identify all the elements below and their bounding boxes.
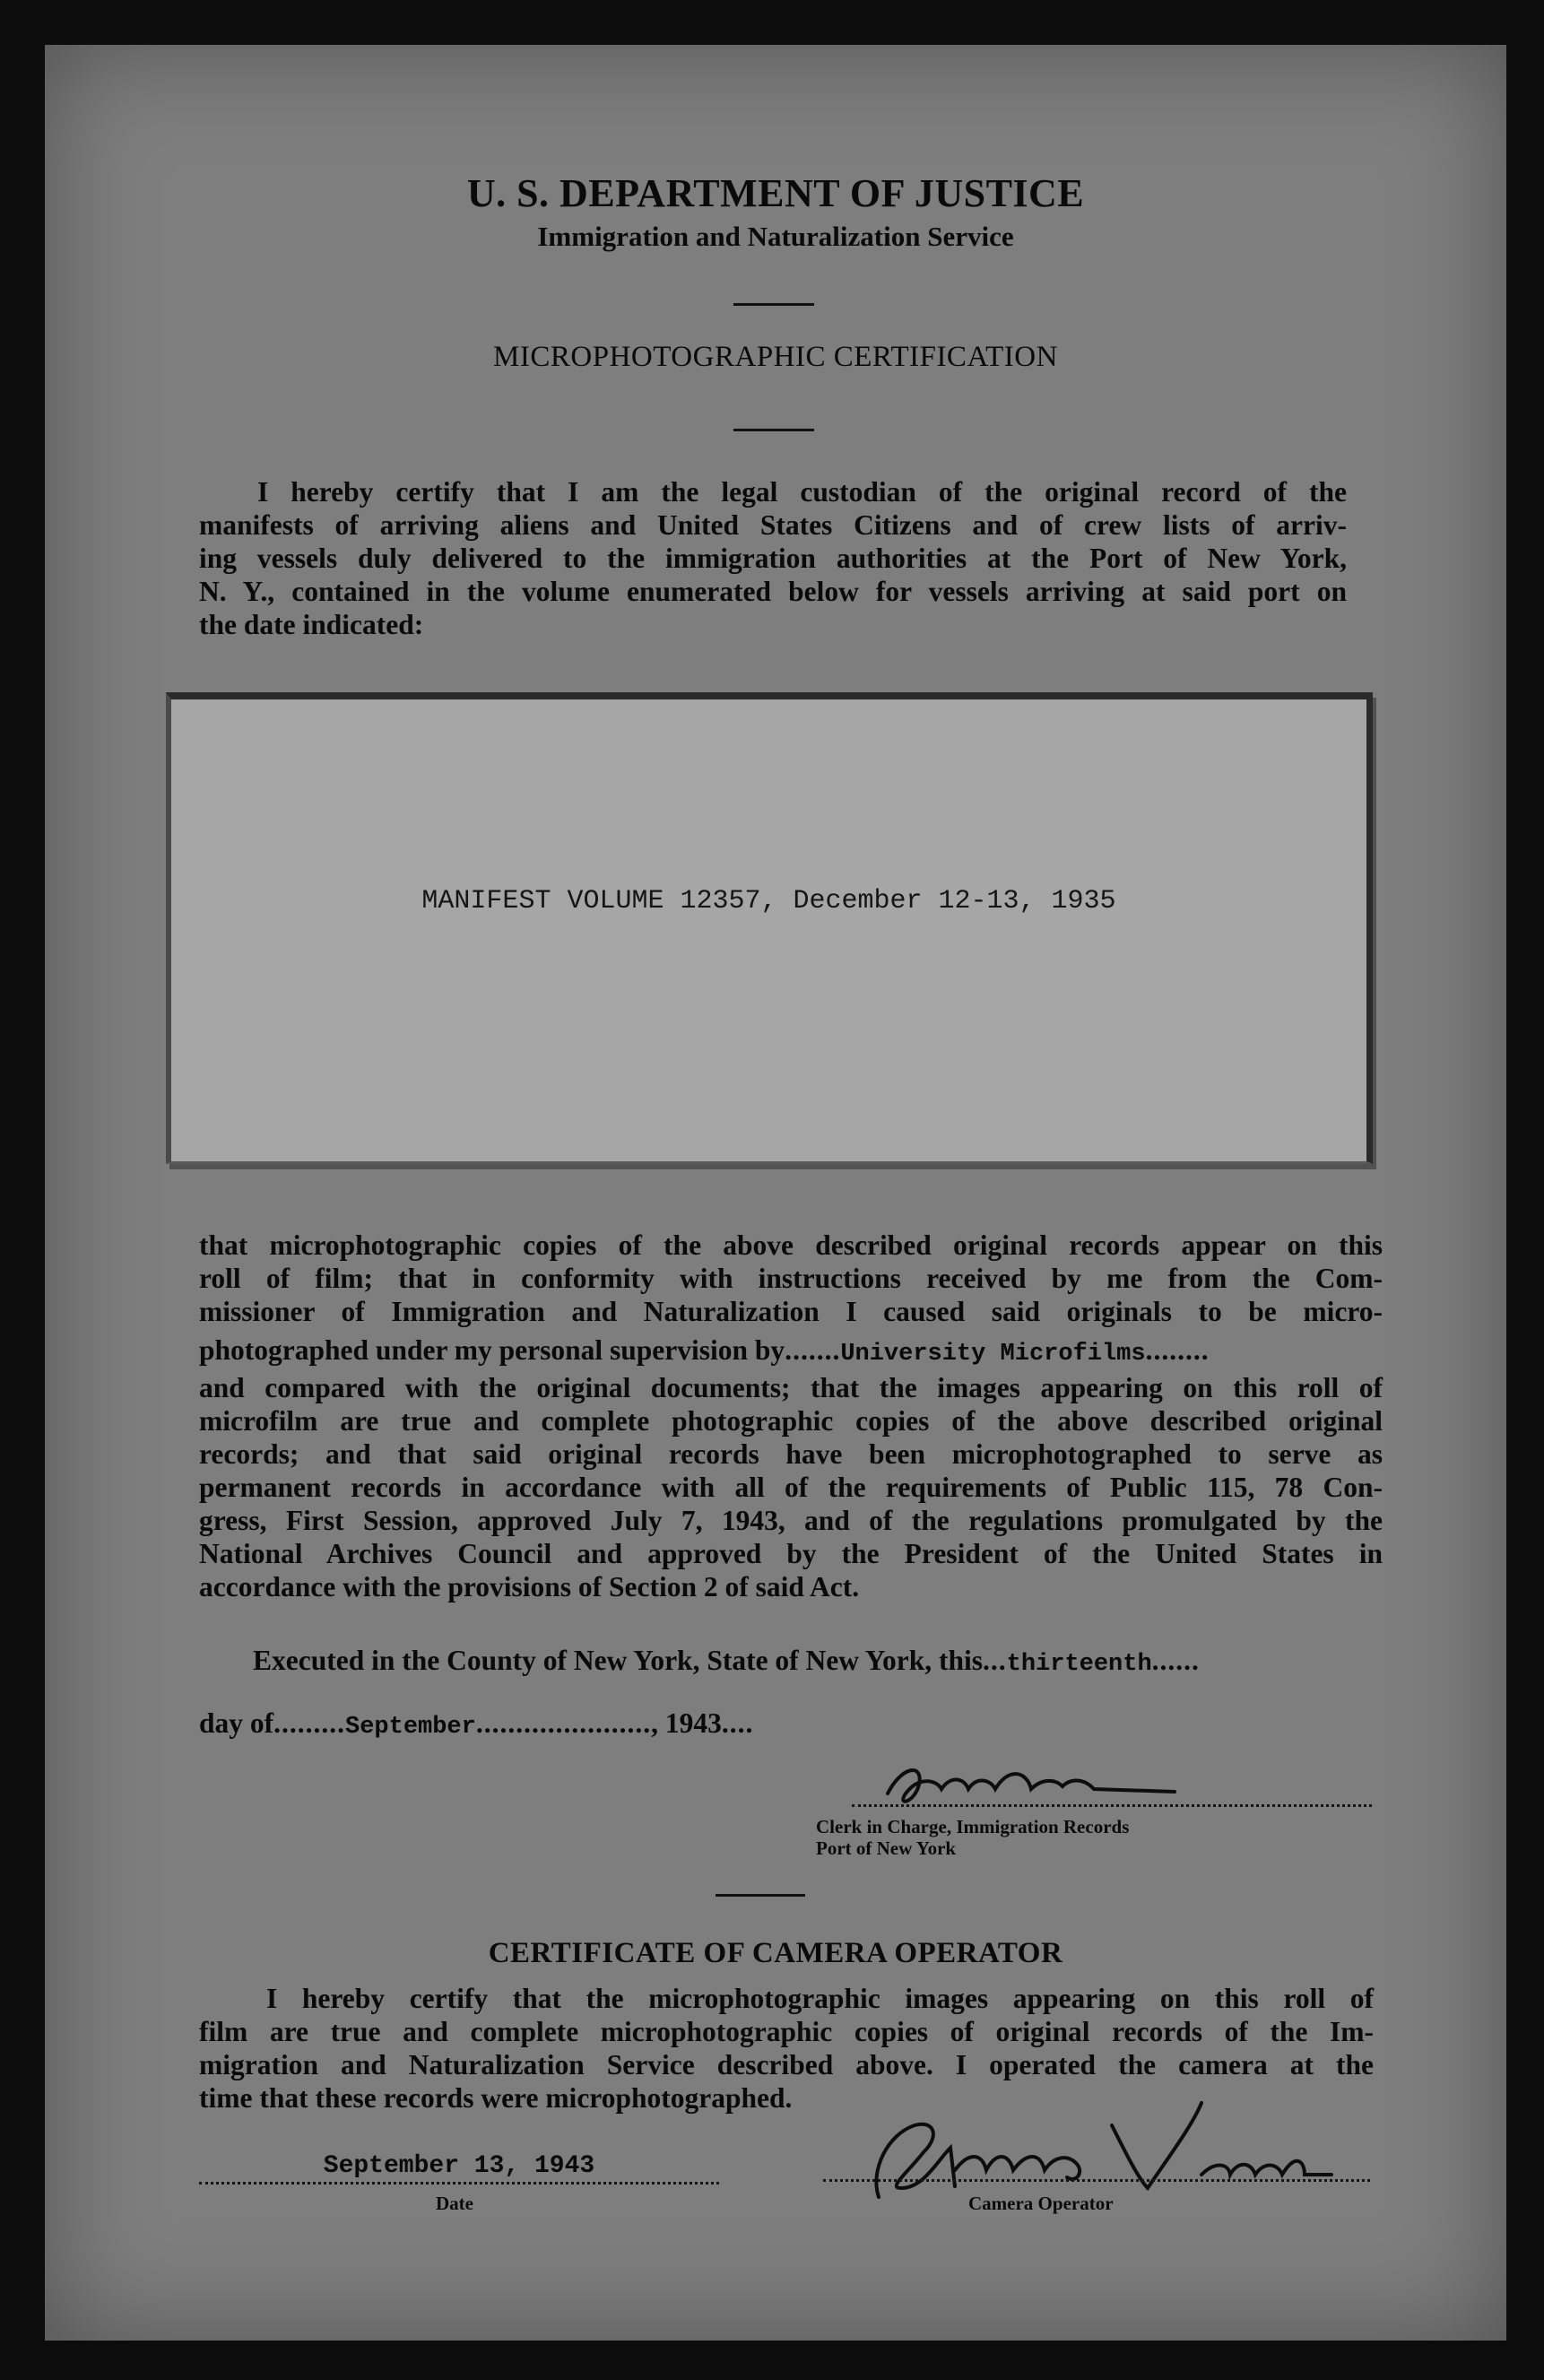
paragraph-line: time that these records were microphotographed.	[199, 2082, 793, 2114]
camera-date-field	[199, 2152, 719, 2185]
manifest-volume-text: MANIFEST VOLUME 12357, December 12-13, 1935	[421, 886, 1116, 916]
supervision-prefix: photographed under my personal supervision by	[199, 1334, 785, 1366]
paragraph-line: National Archives Council and approved by the President of the United States in	[199, 1538, 1383, 1569]
clerk-signature-line	[852, 1804, 1372, 1807]
divider-rule	[733, 303, 814, 306]
day-of-prefix: day of	[199, 1707, 274, 1739]
clerk-title	[816, 1816, 1129, 1859]
paragraph-line: roll of film; that in conformity with instructions received by me from the Com-	[199, 1263, 1383, 1294]
paragraph-line: ing vessels duly delivered to the immigration authorities at the Port of New York,	[199, 543, 1347, 574]
divider-rule	[733, 429, 814, 431]
camera-operator-line	[823, 2179, 1370, 2182]
paragraph-line: and compared with the original documents; that the images appearing on this roll of	[199, 1372, 1383, 1403]
body-paragraph	[199, 1229, 1383, 1603]
supervision-line: photographed under my personal supervision by.......University Microfilms........	[199, 1334, 1210, 1368]
camera-operator-heading: CERTIFICATE OF CAMERA OPERATOR	[488, 1937, 1063, 1969]
intro-paragraph	[199, 475, 1347, 641]
paragraph-line: film are true and complete microphotographic copies of original records of the Im-	[199, 2016, 1374, 2047]
paragraph-line: N. Y., contained in the volume enumerated below for vessels arriving at said port on	[199, 576, 1347, 607]
certification-heading: MICROPHOTOGRAPHIC CERTIFICATION	[493, 341, 1058, 373]
department-title: U. S. DEPARTMENT OF JUSTICE	[466, 171, 1085, 215]
paragraph-line: that microphotographic copies of the above described original records appear on this	[199, 1229, 1383, 1261]
executed-prefix: Executed in the County of New York, State of New York, this	[253, 1645, 984, 1676]
paragraph-line: the date indicated:	[199, 609, 424, 640]
date-label: Date	[436, 2193, 473, 2214]
day-of-line: day of.........September......................, 1943....	[199, 1707, 754, 1741]
manifest-volume-box	[166, 692, 1373, 1164]
camera-paragraph	[199, 1982, 1374, 2115]
certificate-sheet	[45, 45, 1506, 2341]
paragraph-line: gress, First Session, approved July 7, 1943, and of the regulations promulgated by the	[199, 1505, 1383, 1536]
paragraph-line: permanent records in accordance with all of the requirements of Public 115, 78 Con-	[199, 1472, 1383, 1503]
year-value: 1943	[664, 1707, 722, 1739]
paragraph-line: manifests of arriving aliens and United States Citizens and of crew lists of arriv-	[199, 509, 1347, 541]
paragraph-line: accordance with the provisions of Section 2 of said Act.	[199, 1571, 860, 1603]
paragraph-line: microfilm are true and complete photographic copies of the above described original	[199, 1405, 1383, 1437]
paragraph-line: missioner of Immigration and Naturalization I caused said originals to be micro-	[199, 1296, 1383, 1327]
clerk-title-line: Port of New York	[816, 1837, 957, 1859]
paragraph-line: I hereby certify that the microphotographic images appearing on this roll of	[266, 1983, 1374, 2014]
executed-day: thirteenth	[1006, 1651, 1152, 1678]
month-value: September	[345, 1714, 476, 1741]
executed-line: Executed in the County of New York, State of New York, this...thirteenth......	[253, 1645, 1200, 1678]
paragraph-line: records; and that said original records have been microphotographed to serve as	[199, 1438, 1383, 1470]
divider-rule	[716, 1894, 805, 1897]
paragraph-line: migration and Naturalization Service described above. I operated the camera at the	[199, 2049, 1374, 2080]
service-subtitle: Immigration and Naturalization Service	[537, 221, 1014, 252]
camera-date: September 13, 1943	[323, 2152, 595, 2180]
clerk-title-line: Clerk in Charge, Immigration Records	[816, 1816, 1130, 1837]
camera-operator-label: Camera Operator	[968, 2193, 1114, 2214]
supervision-company: University Microfilms	[840, 1341, 1146, 1368]
paragraph-line: I hereby certify that I am the legal custodian of the original record of the	[257, 476, 1347, 508]
